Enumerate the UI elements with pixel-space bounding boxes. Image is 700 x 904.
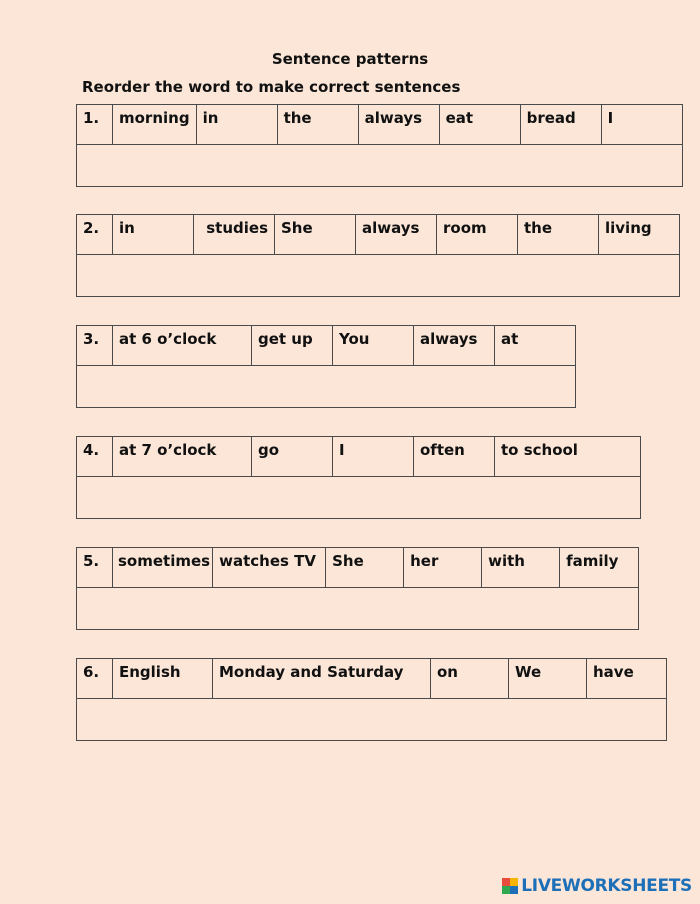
- word-cell: at 6 o’clock: [113, 326, 252, 366]
- word-cell: sometimes: [113, 548, 213, 588]
- word-cell: bread: [520, 105, 601, 145]
- word-row: [77, 215, 680, 255]
- answer-row: [77, 255, 680, 297]
- logo-square: [502, 886, 510, 894]
- word-row: [77, 548, 639, 588]
- exercise-6-table: [76, 658, 667, 741]
- word-cell: with: [482, 548, 560, 588]
- instruction-text: Reorder the word to make correct sentences: [82, 78, 461, 96]
- word-cell: her: [404, 548, 482, 588]
- logo-square: [510, 878, 518, 886]
- word-cell: often: [414, 437, 495, 477]
- exercise-number: 1.: [77, 105, 113, 145]
- word-cell: I: [333, 437, 414, 477]
- answer-cell: [77, 255, 680, 297]
- word-cell: always: [414, 326, 495, 366]
- answer-row: [77, 366, 576, 408]
- word-cell: at: [495, 326, 576, 366]
- answer-input-3[interactable]: [77, 366, 575, 406]
- exercise-number: 3.: [77, 326, 113, 366]
- answer-row: [77, 588, 639, 630]
- word-cell: living: [599, 215, 680, 255]
- word-cell: in: [113, 215, 194, 255]
- word-cell: English: [113, 659, 213, 699]
- logo-grid-icon: [502, 878, 518, 894]
- word-cell: the: [277, 105, 358, 145]
- answer-input-4[interactable]: [77, 477, 640, 517]
- answer-cell: [77, 366, 576, 408]
- word-cell: Monday and Saturday: [213, 659, 431, 699]
- exercise-number: 5.: [77, 548, 113, 588]
- liveworksheets-logo: [502, 876, 692, 896]
- exercise-number: 6.: [77, 659, 113, 699]
- exercise-2-table: [76, 214, 680, 297]
- word-cell: We: [509, 659, 587, 699]
- answer-cell: [77, 699, 667, 741]
- word-cell: always: [356, 215, 437, 255]
- word-cell: go: [252, 437, 333, 477]
- exercise-3-table: [76, 325, 576, 408]
- exercise-5-table: [76, 547, 639, 630]
- word-cell: always: [358, 105, 439, 145]
- word-cell: to school: [495, 437, 641, 477]
- logo-text: LIVEWORKSHEETS: [521, 876, 692, 896]
- word-cell: I: [601, 105, 682, 145]
- answer-input-1[interactable]: [77, 145, 682, 185]
- answer-input-2[interactable]: [77, 255, 679, 295]
- exercise-4-table: [76, 436, 641, 519]
- word-cell: room: [437, 215, 518, 255]
- answer-row: [77, 699, 667, 741]
- word-row: [77, 659, 667, 699]
- answer-row: [77, 477, 641, 519]
- exercise-number: 2.: [77, 215, 113, 255]
- word-cell: family: [560, 548, 639, 588]
- word-cell: have: [587, 659, 667, 699]
- word-cell: eat: [439, 105, 520, 145]
- word-cell: get up: [252, 326, 333, 366]
- exercise-number: 4.: [77, 437, 113, 477]
- word-cell: on: [431, 659, 509, 699]
- word-cell: morning: [113, 105, 197, 145]
- answer-cell: [77, 588, 639, 630]
- word-cell: She: [326, 548, 404, 588]
- exercise-1-table: [76, 104, 683, 187]
- word-row: [77, 105, 683, 145]
- word-cell: the: [518, 215, 599, 255]
- answer-row: [77, 145, 683, 187]
- logo-square: [510, 886, 518, 894]
- answer-input-6[interactable]: [77, 699, 666, 739]
- word-row: [77, 326, 576, 366]
- answer-input-5[interactable]: [77, 588, 638, 628]
- word-row: [77, 437, 641, 477]
- word-cell: You: [333, 326, 414, 366]
- page-title: Sentence patterns: [271, 50, 429, 68]
- logo-square: [502, 878, 510, 886]
- word-cell: at 7 o’clock: [113, 437, 252, 477]
- word-cell: watches TV: [213, 548, 326, 588]
- answer-cell: [77, 145, 683, 187]
- word-cell: in: [196, 105, 277, 145]
- word-cell: She: [275, 215, 356, 255]
- answer-cell: [77, 477, 641, 519]
- word-cell: studies: [194, 215, 275, 255]
